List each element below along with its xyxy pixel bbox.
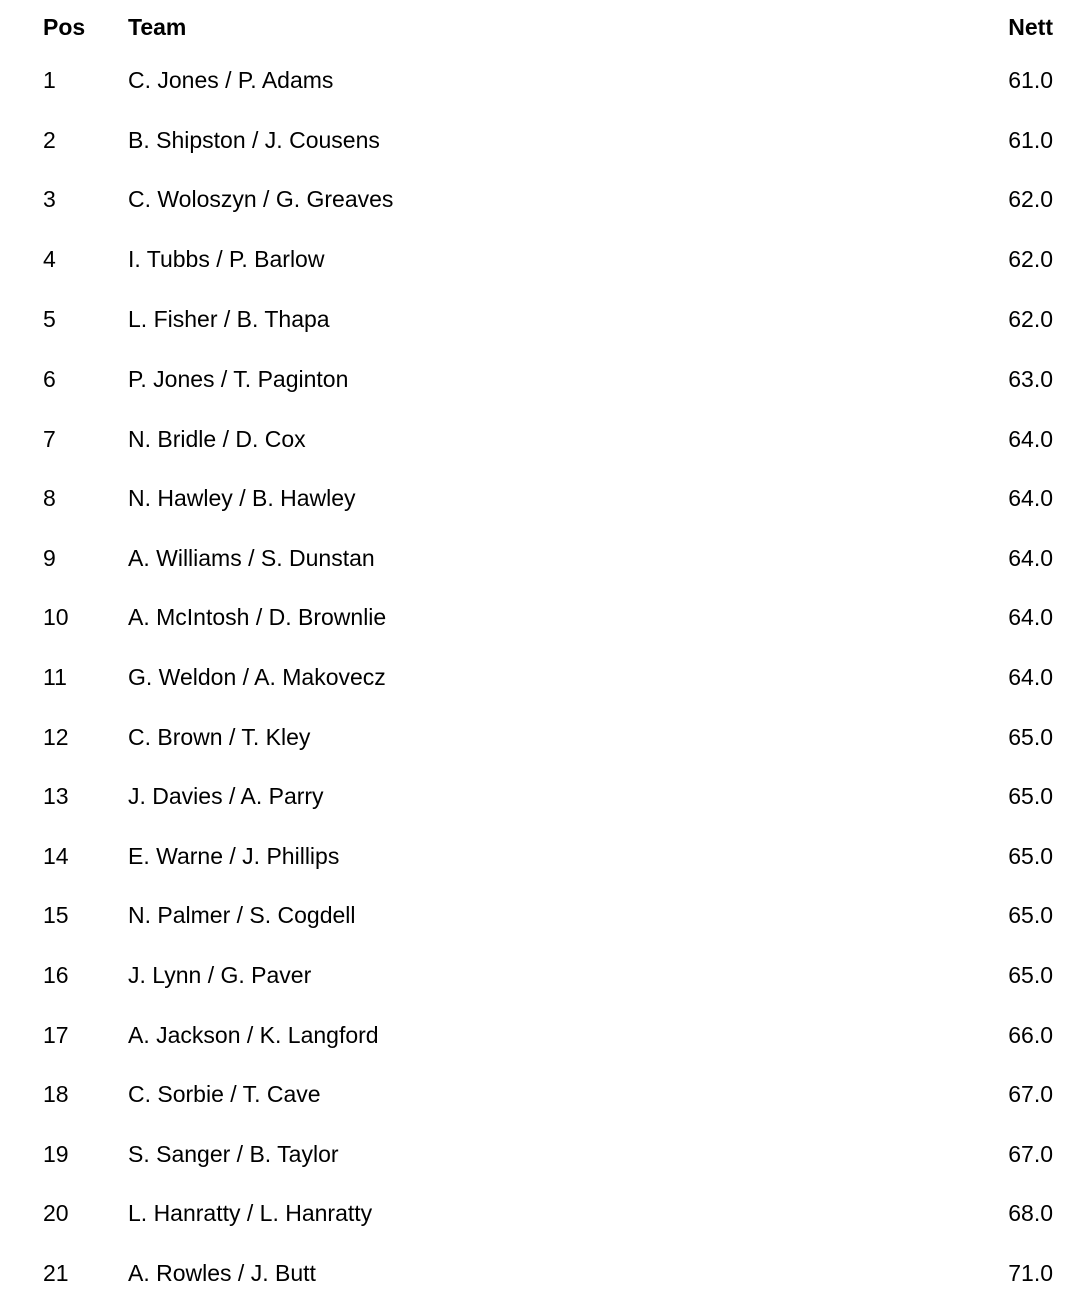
row-nett: 65.0 (1008, 783, 1053, 809)
row-nett: 64.0 (1008, 426, 1053, 452)
row-team: E. Warne / J. Phillips (128, 843, 340, 869)
row-team: N. Hawley / B. Hawley (128, 485, 356, 511)
row-nett: 66.0 (1008, 1022, 1053, 1048)
row-pos: 19 (43, 1141, 69, 1167)
row-team: A. Rowles / J. Butt (128, 1260, 316, 1286)
row-pos: 15 (43, 902, 69, 928)
table-row (0, 239, 1080, 279)
row-pos: 13 (43, 783, 69, 809)
row-team: I. Tubbs / P. Barlow (128, 246, 325, 272)
row-team: C. Jones / P. Adams (128, 67, 334, 93)
row-nett: 62.0 (1008, 306, 1053, 332)
row-team: L. Hanratty / L. Hanratty (128, 1200, 373, 1226)
row-pos: 2 (43, 127, 56, 153)
row-team: P. Jones / T. Paginton (128, 366, 349, 392)
table-row (0, 538, 1080, 578)
table-row (0, 419, 1080, 459)
table-row (0, 1253, 1080, 1293)
row-nett: 65.0 (1008, 843, 1053, 869)
table-header (0, 7, 1080, 47)
row-nett: 64.0 (1008, 604, 1053, 630)
row-nett: 61.0 (1008, 127, 1053, 153)
row-pos: 10 (43, 604, 69, 630)
row-nett: 65.0 (1008, 724, 1053, 750)
header-pos: Pos (43, 14, 86, 40)
table-row (0, 1134, 1080, 1174)
table-row (0, 597, 1080, 637)
row-nett: 62.0 (1008, 186, 1053, 212)
row-pos: 16 (43, 962, 69, 988)
row-nett: 67.0 (1008, 1141, 1053, 1167)
table-row (0, 1015, 1080, 1055)
row-team: C. Brown / T. Kley (128, 724, 311, 750)
row-pos: 12 (43, 724, 69, 750)
row-team: J. Lynn / G. Paver (128, 962, 312, 988)
row-nett: 64.0 (1008, 664, 1053, 690)
row-team: B. Shipston / J. Cousens (128, 127, 380, 153)
header-nett: Nett (1008, 14, 1053, 40)
row-pos: 20 (43, 1200, 69, 1226)
row-pos: 8 (43, 485, 56, 511)
table-row (0, 179, 1080, 219)
table-row (0, 955, 1080, 995)
header-team: Team (128, 14, 187, 40)
table-row (0, 836, 1080, 876)
table-row (0, 717, 1080, 757)
row-nett: 64.0 (1008, 545, 1053, 571)
table-row (0, 895, 1080, 935)
row-pos: 11 (43, 664, 67, 690)
row-team: N. Palmer / S. Cogdell (128, 902, 356, 928)
row-nett: 65.0 (1008, 902, 1053, 928)
row-nett: 68.0 (1008, 1200, 1053, 1226)
row-team: L. Fisher / B. Thapa (128, 306, 330, 332)
row-team: C. Sorbie / T. Cave (128, 1081, 321, 1107)
row-team: A. Jackson / K. Langford (128, 1022, 379, 1048)
row-pos: 5 (43, 306, 56, 332)
row-pos: 17 (43, 1022, 69, 1048)
table-row (0, 120, 1080, 160)
table-row (0, 657, 1080, 697)
row-team: N. Bridle / D. Cox (128, 426, 306, 452)
row-pos: 1 (43, 67, 56, 93)
row-nett: 65.0 (1008, 962, 1053, 988)
row-team: A. McIntosh / D. Brownlie (128, 604, 387, 630)
table-row (0, 359, 1080, 399)
row-team: A. Williams / S. Dunstan (128, 545, 375, 571)
row-team: C. Woloszyn / G. Greaves (128, 186, 394, 212)
table-row (0, 1074, 1080, 1114)
row-nett: 67.0 (1008, 1081, 1053, 1107)
row-team: G. Weldon / A. Makovecz (128, 664, 386, 690)
row-pos: 7 (43, 426, 56, 452)
row-team: J. Davies / A. Parry (128, 783, 324, 809)
row-pos: 9 (43, 545, 56, 571)
row-pos: 4 (43, 246, 56, 272)
row-pos: 14 (43, 843, 69, 869)
row-pos: 6 (43, 366, 56, 392)
row-pos: 3 (43, 186, 56, 212)
row-nett: 63.0 (1008, 366, 1053, 392)
table-row (0, 299, 1080, 339)
table-row (0, 776, 1080, 816)
table-row (0, 478, 1080, 518)
table-row (0, 60, 1080, 100)
row-nett: 61.0 (1008, 67, 1053, 93)
row-nett: 64.0 (1008, 485, 1053, 511)
row-pos: 21 (43, 1260, 69, 1286)
row-nett: 71.0 (1008, 1260, 1053, 1286)
row-nett: 62.0 (1008, 246, 1053, 272)
table-row (0, 1193, 1080, 1233)
row-pos: 18 (43, 1081, 69, 1107)
row-team: S. Sanger / B. Taylor (128, 1141, 339, 1167)
